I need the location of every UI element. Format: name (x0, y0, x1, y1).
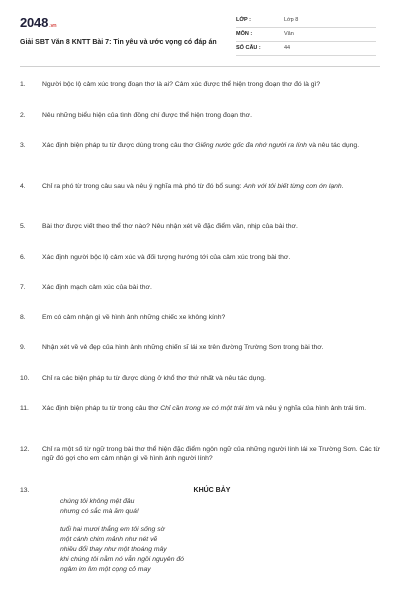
poem-title: KHÚC BẢY (193, 487, 231, 494)
question-number: 11. (20, 405, 29, 412)
question-number: 2. (20, 112, 26, 119)
question-text (42, 182, 382, 191)
text-segment: Xác định biện pháp tu từ trong câu thơ (42, 405, 161, 412)
question-number: 10. (20, 375, 30, 382)
meta-label: LỚP : (236, 16, 251, 23)
question-item (20, 253, 382, 262)
question-text: Nhận xét về vẻ đẹp của hình ảnh những chiến sĩ lái xe trên đường Trường Sơn trong bài thơ. (42, 344, 324, 351)
header-divider (20, 66, 380, 67)
question-number: 9. (20, 344, 26, 351)
text-segment: Xác định biện pháp tu từ được dùng trong câu thơ (42, 142, 196, 149)
question-item (20, 283, 382, 292)
question-text (42, 404, 382, 413)
question-number: 13. (20, 487, 30, 494)
meta-value: Văn (284, 30, 294, 37)
question-item (20, 80, 382, 89)
question-item (20, 404, 382, 413)
stanza-break (60, 517, 382, 525)
question-number: 5. (20, 223, 26, 230)
meta-label: MÔN : (236, 30, 253, 37)
text-segment: và nêu tác dụng. (306, 142, 360, 149)
question-number: 4. (20, 183, 26, 190)
meta-row-subject (236, 28, 376, 42)
question-item (20, 374, 382, 383)
brand-block (20, 14, 230, 47)
question-text: Xác định mạch cảm xúc của bài thơ. (42, 284, 152, 291)
site-logo[interactable] (20, 16, 230, 30)
question-text: Xác định người bộc lộ cảm xúc và đối tượng hướng tới của cảm xúc trong bài thơ. (42, 254, 291, 261)
meta-row-class (236, 14, 376, 28)
poem-line: tuổi hai mươi thắng em tôi sống sờ (60, 526, 165, 534)
logo-suffix: .vn (49, 23, 57, 29)
question-item (20, 445, 382, 463)
logo-text: 2048 (20, 15, 49, 30)
question-number: 7. (20, 284, 26, 291)
question-item (20, 182, 382, 191)
italic-quote: Giếng nước gốc đa nhớ người ra lính (195, 142, 307, 149)
poem-line: chúng tôi không mệt đâu (60, 498, 135, 506)
meta-value: 44 (284, 44, 291, 51)
question-text: Em có cảm nhận gì về hình ảnh những chiếc xe không kính? (42, 314, 226, 321)
document-header (20, 14, 380, 56)
document-title: Giải SBT Văn 8 KNTT Bài 7: Tin yêu và ước vọng có đáp án (20, 38, 217, 46)
question-text: Người bộc lộ cảm xúc trong đoạn thơ là ai? Cảm xúc được thể hiện trong đoạn thơ đó là gì? (42, 81, 321, 88)
poem-header (20, 486, 382, 495)
poem-body (60, 497, 382, 575)
question-number: 8. (20, 314, 26, 321)
italic-quote: Chỉ cần trong xe có một trái tim (160, 405, 255, 412)
question-item (20, 111, 382, 120)
poem-line: một cánh chim mảnh như nét vẽ (60, 536, 158, 544)
question-item (20, 222, 382, 231)
text-segment: Chỉ ra phó từ trong câu sau và nêu ý nghĩa mà phó từ đó bổ sung: (42, 183, 244, 190)
question-number: 1. (20, 81, 26, 88)
question-item (20, 141, 382, 150)
meta-row-count (236, 42, 376, 56)
poem-line: nhiều đổi thay như một thoáng mây (60, 546, 167, 554)
question-item (20, 313, 382, 322)
question-text: Chỉ ra các biện pháp tu từ được dùng ở khổ thơ thứ nhất và nêu tác dụng. (42, 375, 266, 382)
question-number: 12. (20, 446, 30, 453)
poem-line: nhưng có sắc mà ăm quá! (60, 508, 139, 516)
question-number: 3. (20, 142, 26, 149)
meta-value: Lớp 8 (284, 16, 299, 23)
poem-line: ngâm im lìm một cọng cỏ may (60, 566, 151, 574)
italic-quote: Anh với tôi biết từng cơn ớn lạnh. (243, 183, 344, 190)
question-text: Chỉ ra một số từ ngữ trong bài thơ thể hiện đặc điểm ngôn ngữ của những người lính lái xe Trường Sơn. Các từ ngữ đó gợi cho em cảm nhận gì về hình ảnh người lính? (42, 446, 380, 463)
question-number: 6. (20, 254, 26, 261)
text-segment: và nêu ý nghĩa của hình ảnh trái tim. (254, 405, 367, 412)
question-item (20, 343, 382, 352)
meta-label: SỐ CÂU : (236, 44, 261, 51)
question-text (42, 141, 382, 150)
meta-table (236, 14, 376, 56)
question-text: Nêu những biểu hiện của tình đồng chí được thể hiện trong đoạn thơ. (42, 112, 252, 119)
question-text: Bài thơ được viết theo thể thơ nào? Nêu nhận xét về đặc điểm vần, nhịp của bài thơ. (42, 223, 298, 230)
poem-question (20, 486, 382, 575)
poem-line: khi chúng tôi nằm nó vẫn ngồi nguyên đó (60, 556, 184, 564)
